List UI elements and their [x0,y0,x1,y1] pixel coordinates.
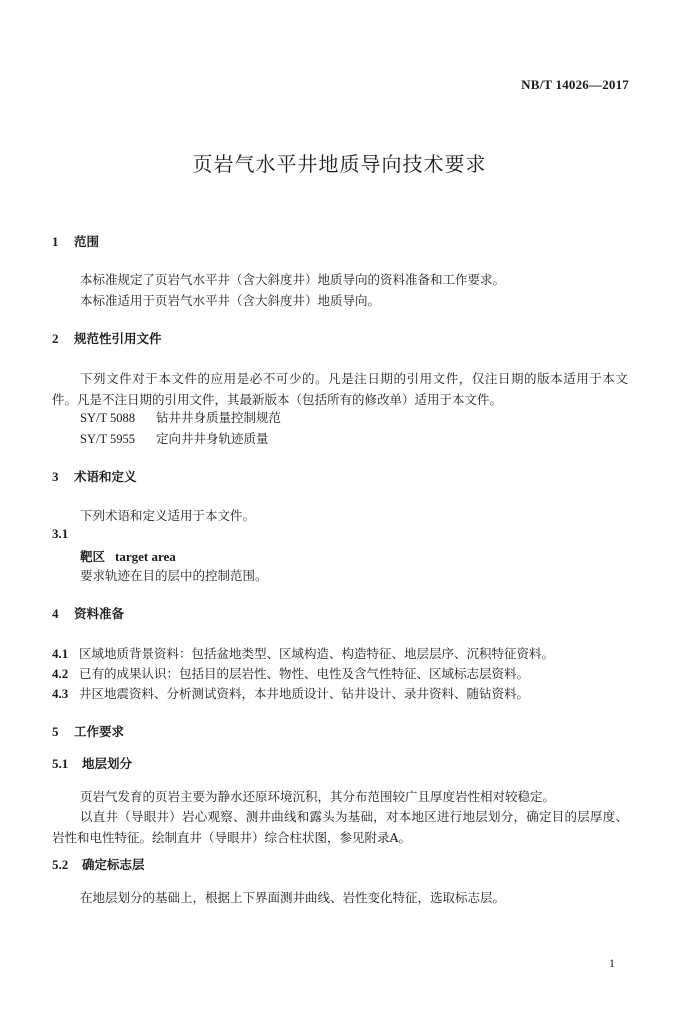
term-chinese: 靶区 [80,549,106,564]
subsection-5-2-paragraph-1: 在地层划分的基础上，根据上下界面测井曲线、岩性变化特征，选取标志层。 [80,890,506,905]
page-number: 1 [609,956,615,970]
section-title: 资料准备 [74,606,125,621]
subsection-title: 确定标志层 [82,857,145,872]
section-5-heading [52,722,124,740]
normative-reference [80,429,269,447]
standard-code: NB/T 14026—2017 [521,77,629,92]
term-definition: 要求轨迹在目的层中的控制范围。 [80,568,268,583]
section-number: 1 [52,234,59,249]
section-title: 范围 [74,234,100,249]
section-title: 术语和定义 [74,469,137,484]
subsection-number: 5.1 [52,756,69,771]
item-number: 4.3 [52,686,69,701]
subsection-5-1-paragraph-1: 页岩气发育的页岩主要为静水还原环境沉积，其分布范围较广且厚度岩性相对较稳定。 [80,789,556,804]
list-item [52,684,529,702]
reference-code: SY/T 5088 [80,411,135,425]
section-3-heading [52,467,137,485]
section-2-heading [52,329,162,347]
item-number: 4.2 [52,666,69,681]
section-number: 4 [52,606,59,621]
normative-reference [80,408,281,426]
reference-name: 钻井井身质量控制规范 [156,410,282,425]
item-text: 井区地震资料、分析测试资料，本井地质设计、钻井设计、录井资料、随钻资料。 [79,686,530,701]
section-title: 工作要求 [74,724,125,739]
section-number: 2 [52,331,59,346]
section-3-paragraph-1: 下列术语和定义适用于本文件。 [80,508,256,523]
term-english: target area [115,549,176,564]
item-text: 区域地质背景资料：包括盆地类型、区域构造、构造特征、地层层序、沉积特征资料。 [79,646,555,661]
item-number: 4.1 [52,646,69,661]
section-title: 规范性引用文件 [74,331,162,346]
reference-name: 定向井井身轨迹质量 [156,431,269,446]
term-number: 3.1 [52,526,69,541]
section-1-heading [52,232,99,250]
section-1-paragraph-2: 本标准适用于页岩气水平井（含大斜度井）地质导向。 [80,293,381,308]
subsection-5-1-paragraph-2: 以直井（导眼井）岩心观察、测井曲线和露头为基础，对本地区进行地层划分，确定目的层厚度、岩性和电性特征。绘制直井（导眼井）综合柱状图，参见附录A。 [52,809,628,845]
list-item [52,644,554,662]
section-number: 5 [52,724,59,739]
subsection-number: 5.2 [52,857,69,872]
subsection-title: 地层划分 [82,756,133,771]
section-2-paragraph-1: 下列文件对于本文件的应用是必不可少的。凡是注日期的引用文件，仅注日期的版本适用于本文件。凡是不注日期的引用文件，其最新版本（包括所有的修改单）适用于本文件。 [52,371,628,407]
item-text: 已有的成果认识：包括目的层岩性、物性、电性及含气性特征、区域标志层资料。 [79,666,530,681]
section-number: 3 [52,469,59,484]
subsection-5-1-heading [52,754,132,772]
subsection-5-2-heading [52,855,145,873]
section-4-heading [52,604,124,622]
document-title: 页岩气水平井地质导向技术要求 [192,152,487,176]
term-entry [80,546,176,565]
section-1-paragraph-1: 本标准规定了页岩气水平井（含大斜度井）地质导向的资料准备和工作要求。 [80,272,506,287]
reference-code: SY/T 5955 [80,432,135,446]
list-item [52,664,529,682]
